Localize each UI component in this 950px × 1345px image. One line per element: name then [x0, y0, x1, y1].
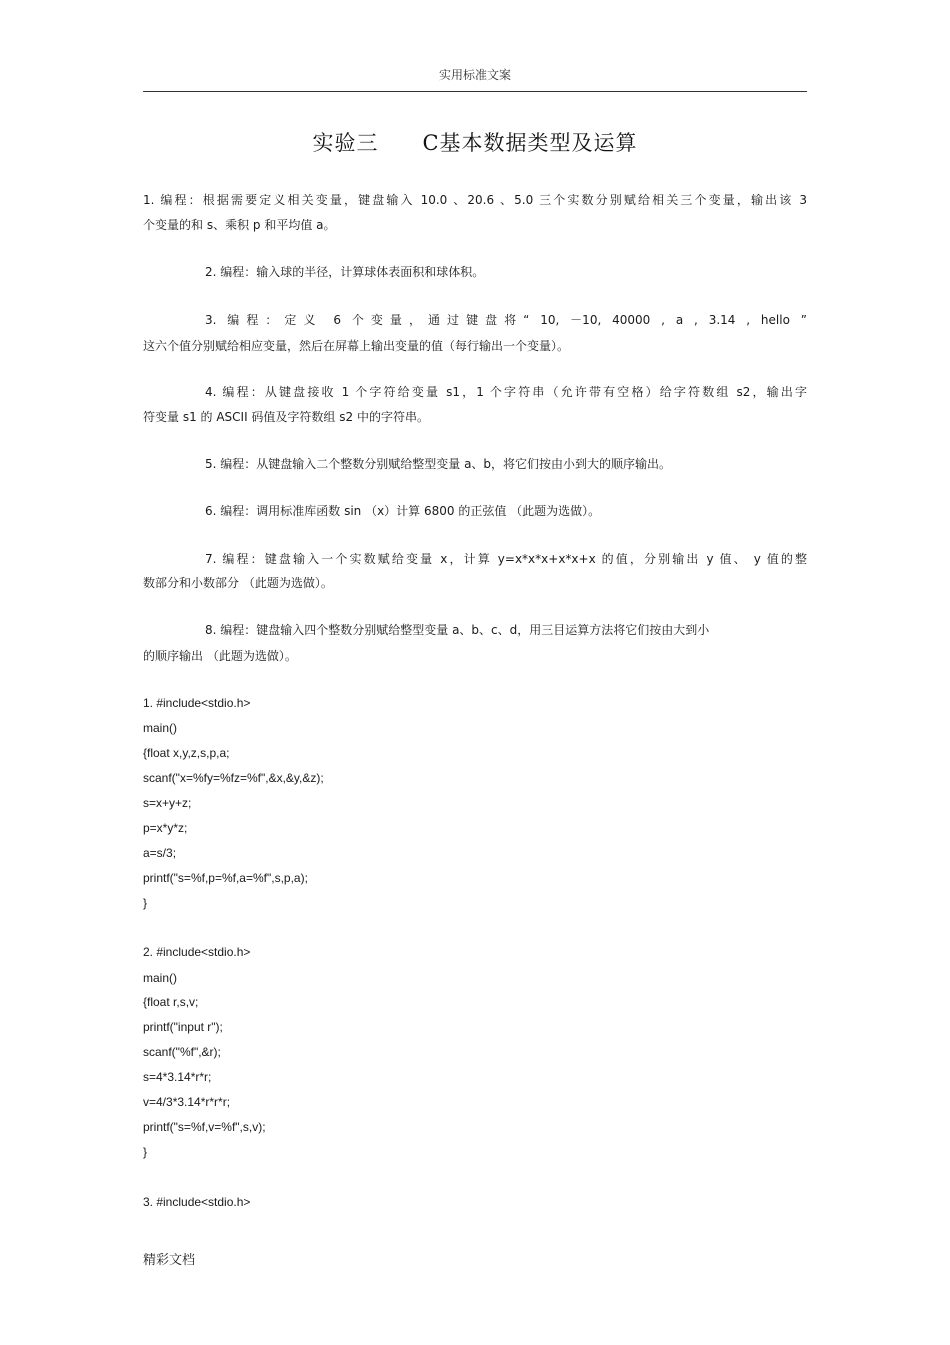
page-header: 实用标准文案 [438, 68, 511, 82]
exercise-7-line-2: 数部分和小数部分 （此题为选做）。 [143, 576, 333, 590]
code-line: s=x+y+z; [143, 796, 192, 810]
code-line: v=4/3*3.14*r*r*r; [143, 1095, 231, 1109]
code-line: 1. #include<stdio.h> [143, 696, 251, 710]
code-line: scanf("%f",&r); [143, 1045, 221, 1059]
code-line: s=4*3.14*r*r; [143, 1070, 212, 1084]
exercise-4-line-2: 符变量 s1 的 ASCII 码值及字符数组 s2 中的字符串。 [143, 410, 429, 424]
document-title: 实验三 C基本数据类型及运算 [312, 131, 638, 155]
code-line: } [143, 1145, 148, 1159]
exercise-6-line-1: 6. 编程：调用标准库函数 sin （x）计算 6800 的正弦值 （此题为选做）。 [205, 504, 601, 518]
exercise-8-line-2: 的顺序输出 （此题为选做）。 [143, 649, 297, 663]
exercise-5-line-1: 5. 编程：从键盘输入二个整数分别赋给整型变量 a、b，将它们按由小到大的顺序输出。 [205, 457, 672, 471]
exercise-7-line-1: 7. 编程：键盘输入一个实数赋给变量 x，计算 y=x*x*x+x*x+x 的值，分别输出 y 值、 y 值的整 [205, 552, 807, 566]
code-line: printf("s=%f,p=%f,a=%f",s,p,a); [143, 871, 308, 885]
exercise-3-line-2: 这六个值分别赋给相应变量，然后在屏幕上输出变量的值（每行输出一个变量）。 [143, 339, 570, 353]
exercise-2-line-1: 2. 编程：输入球的半径，计算球体表面积和球体积。 [205, 265, 485, 279]
code-line: main() [143, 721, 178, 735]
code-line: main() [143, 971, 178, 985]
code-line: scanf("x=%fy=%fz=%f",&x,&y,&z); [143, 771, 324, 785]
page-footer: 精彩文档 [143, 1253, 196, 1268]
code-line: {float r,s,v; [143, 995, 199, 1009]
code-line: 2. #include<stdio.h> [143, 945, 251, 959]
exercise-1-line-2: 个变量的和 s、乘积 p 和平均值 a。 [143, 218, 336, 232]
code-line: {float x,y,z,s,p,a; [143, 746, 230, 760]
header-rule [143, 91, 807, 92]
code-line: } [143, 896, 148, 910]
exercise-3-line-1: 3. 编程：定义 6 个变量，通过键盘将“ 10, －10, 40000 , a , 3.14 , hello ” [205, 313, 807, 327]
exercise-8-line-1: 8. 编程：键盘输入四个整数分别赋给整型变量 a、b、c、d，用三目运算方法将它们按由大到小 [205, 623, 710, 637]
code-line: p=x*y*z; [143, 821, 188, 835]
code-line: printf("input r"); [143, 1020, 223, 1034]
code-line: printf("s=%f,v=%f",s,v); [143, 1120, 266, 1134]
exercise-1-line-1: 1. 编程：根据需要定义相关变量，键盘输入 10.0 、20.6 、5.0 三个实数分别赋给相关三个变量，输出该 3 [143, 193, 807, 207]
code-line: a=s/3; [143, 846, 177, 860]
exercise-4-line-1: 4. 编程：从键盘接收 1 个字符给变量 s1，1 个字符串（允许带有空格）给字符数组 s2，输出字 [205, 385, 807, 399]
code-line: 3. #include<stdio.h> [143, 1195, 251, 1209]
